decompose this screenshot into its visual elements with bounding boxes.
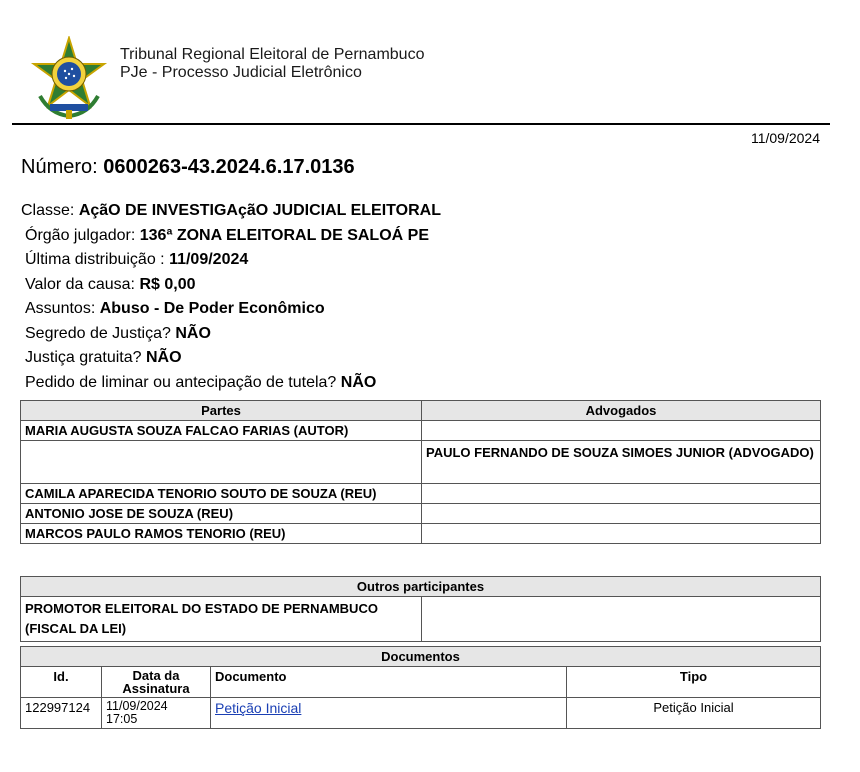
field-value: Abuso - De Poder Econômico — [99, 300, 325, 317]
doc-id-cell: 122997124 — [21, 698, 102, 729]
document-header — [28, 36, 848, 122]
column-data-assinatura: Data da Assinatura — [102, 667, 211, 698]
documentos-header: Documentos — [21, 647, 821, 667]
organization-name — [120, 46, 424, 82]
field-label: Pedido de liminar ou antecipação de tutela? — [25, 373, 337, 391]
advogado-cell — [422, 504, 821, 524]
column-documento: Documento — [211, 667, 567, 698]
parte-cell: CAMILA APARECIDA TENORIO SOUTO DE SOUZA (REU) — [21, 484, 422, 504]
parte-cell — [21, 441, 422, 484]
table-row — [21, 484, 821, 504]
field-label: Órgão julgador: — [25, 226, 136, 244]
field-value: NÃO — [340, 373, 377, 391]
table-row — [21, 441, 821, 484]
field-orgao-julgador — [21, 225, 441, 250]
field-value: R$ 0,00 — [139, 275, 196, 293]
doc-type-cell: Petição Inicial — [567, 698, 821, 729]
field-value: AçãO DE INVESTIGAçãO JUDICIAL ELEITORAL — [78, 202, 441, 219]
table-row — [21, 504, 821, 524]
brazil-coat-of-arms-seal — [28, 36, 110, 120]
parte-cell: MARIA AUGUSTA SOUZA FALCAO FARIAS (AUTOR) — [21, 421, 422, 441]
advogado-cell — [422, 484, 821, 504]
table-header-row — [21, 577, 821, 597]
doc-document-cell — [211, 698, 567, 729]
advogado-cell — [422, 524, 821, 544]
table-row — [21, 421, 821, 441]
table-row — [21, 597, 821, 642]
field-value: 136ª ZONA ELEITORAL DE SALOÁ PE — [139, 226, 429, 244]
org-line-2: PJe - Processo Judicial Eletrônico — [120, 64, 362, 81]
field-label: Assuntos: — [25, 300, 96, 317]
documentos-table — [20, 646, 821, 729]
outros-participantes-table — [20, 576, 821, 642]
field-value: NÃO — [145, 349, 182, 366]
parte-cell: ANTONIO JOSE DE SOUZA (REU) — [21, 504, 422, 524]
field-segredo-justica — [21, 323, 441, 348]
advogado-cell: PAULO FERNANDO DE SOUZA SIMOES JUNIOR (ADVOGADO) — [422, 441, 821, 484]
partes-header: Partes — [21, 401, 422, 421]
process-number — [21, 156, 355, 179]
field-valor-causa — [21, 274, 441, 299]
document-date: 11/09/2024 — [750, 130, 820, 146]
process-fields — [21, 200, 441, 396]
doc-date-cell — [102, 698, 211, 729]
column-id: Id. — [21, 667, 102, 698]
table-header-row — [21, 401, 821, 421]
field-label: Justiça gratuita? — [25, 349, 142, 366]
doc-time: 17:05 — [106, 712, 138, 726]
process-number-label: Número: — [21, 156, 98, 178]
org-line-1: Tribunal Regional Eleitoral de Pernambuco — [120, 46, 425, 63]
document-link[interactable]: Petição Inicial — [215, 700, 302, 716]
field-value: NÃO — [175, 324, 211, 342]
participante-extra-cell — [422, 597, 821, 642]
table-row — [21, 524, 821, 544]
field-label: Valor da causa: — [25, 275, 135, 293]
outros-participantes-header: Outros participantes — [21, 577, 821, 597]
participante-cell: PROMOTOR ELEITORAL DO ESTADO DE PERNAMBUCO (FISCAL DA LEI) — [21, 597, 422, 642]
process-number-value: 0600263-43.2024.6.17.0136 — [103, 156, 355, 178]
field-label: Segredo de Justiça? — [25, 324, 171, 342]
advogado-cell — [422, 421, 821, 441]
field-classe — [21, 200, 441, 225]
table-header-row — [21, 647, 821, 667]
field-ultima-distribuicao — [21, 249, 441, 274]
doc-date: 11/09/2024 — [106, 699, 168, 713]
field-assuntos — [21, 298, 441, 323]
field-justica-gratuita — [21, 347, 441, 372]
advogados-header: Advogados — [422, 401, 821, 421]
parte-cell: MARCOS PAULO RAMOS TENORIO (REU) — [21, 524, 422, 544]
field-pedido-liminar — [21, 372, 441, 397]
header-divider — [12, 123, 830, 125]
partes-table — [20, 400, 821, 544]
field-label: Última distribuição : — [25, 251, 165, 268]
table-row — [21, 698, 821, 729]
field-label: Classe: — [21, 202, 75, 219]
column-tipo: Tipo — [567, 667, 821, 698]
field-value: 11/09/2024 — [169, 251, 249, 268]
documentos-columns-row — [21, 667, 821, 698]
